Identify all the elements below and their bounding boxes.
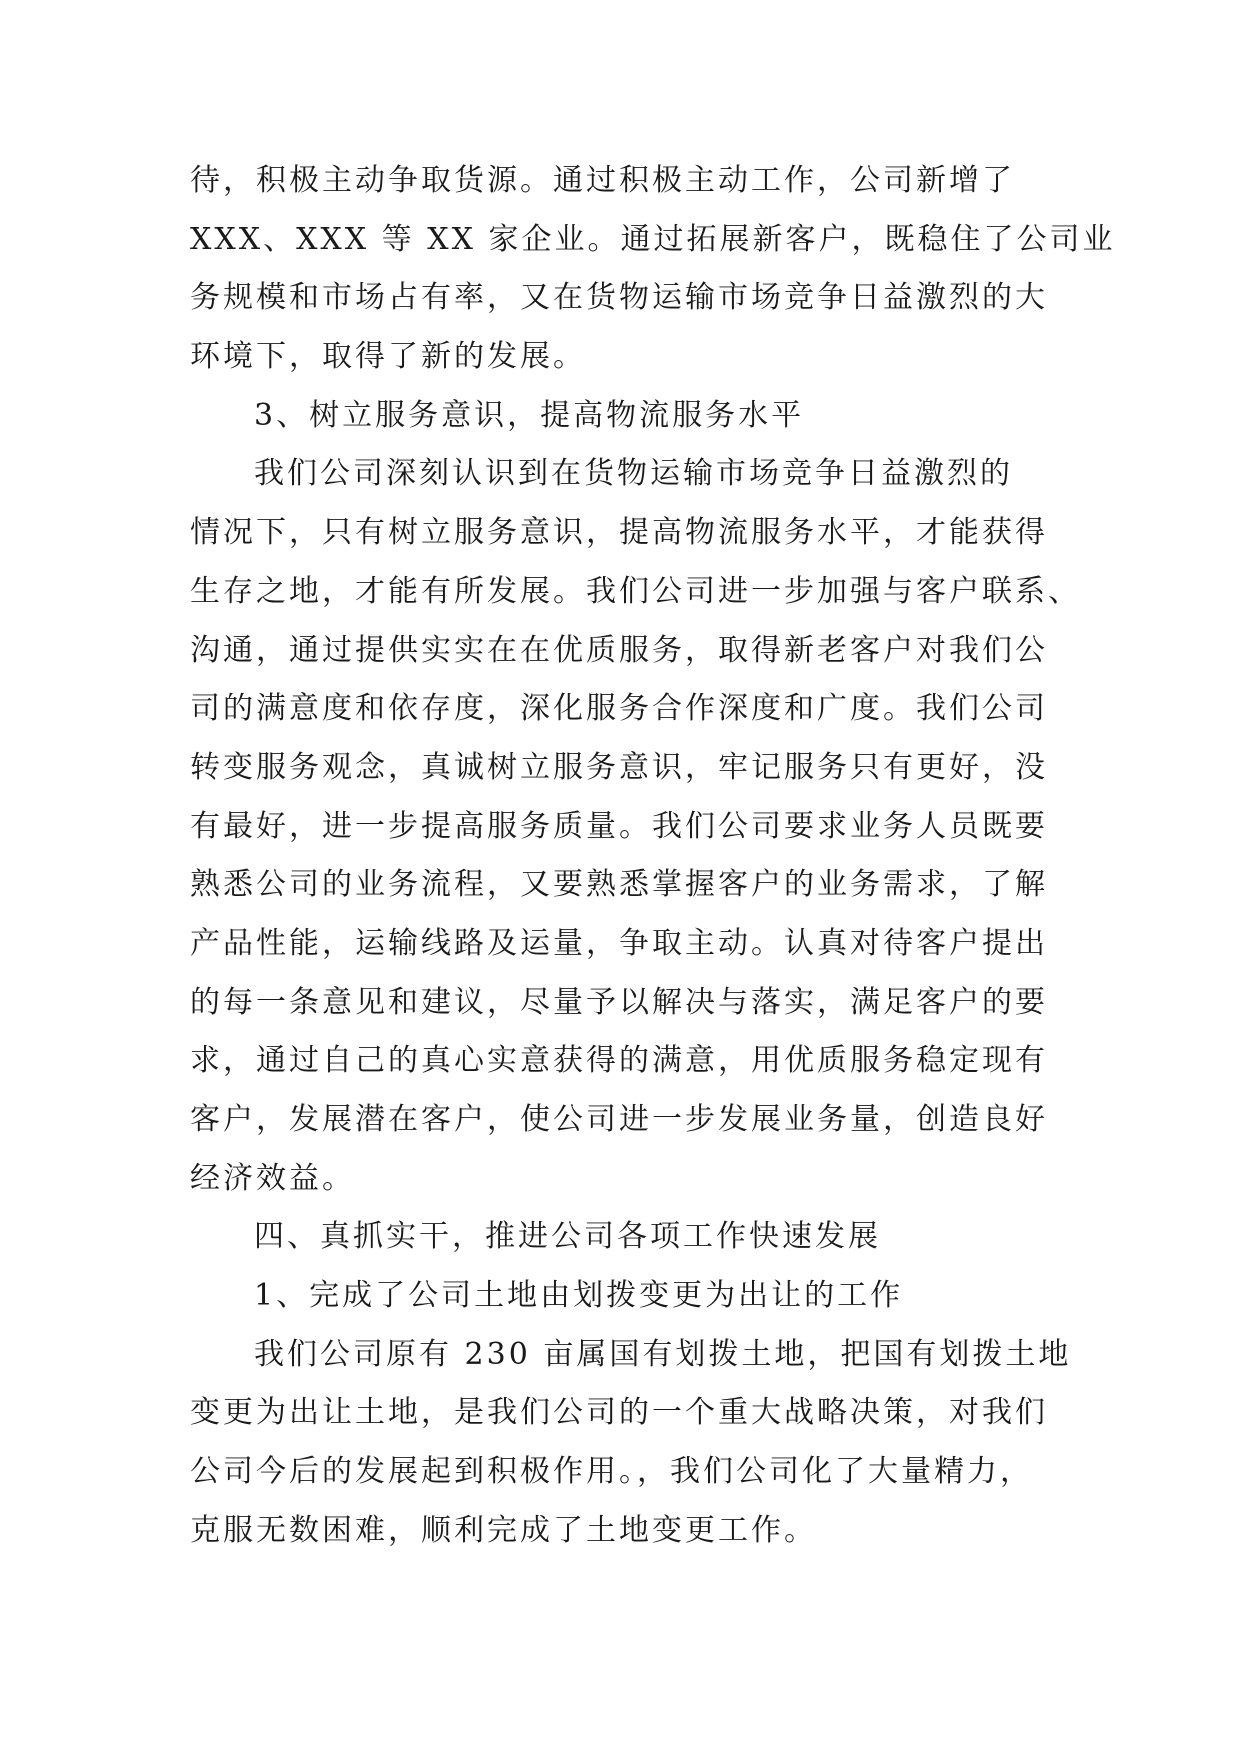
text-line: 情况下，只有树立服务意识，提高物流服务水平，才能获得 — [190, 515, 1048, 551]
text-line: 公司今后的发展起到积极作用。，我们公司化了大量精力， — [190, 1454, 1033, 1490]
text-line: 务规模和市场占有率，又在货物运输市场竞争日益激烈的大 — [190, 280, 1048, 316]
subsection-heading: 1、完成了公司土地由划拨变更为出让的工作 — [254, 1278, 904, 1314]
text-line: 变更为出让土地，是我们公司的一个重大战略决策，对我们 — [190, 1395, 1048, 1431]
text-line: XXX、XXX 等 XX 家企业。通过拓展新客户，既稳住了公司业 — [190, 221, 1116, 257]
document-body — [190, 152, 1116, 1561]
text-line: 克服无数困难，顺利完成了土地变更工作。 — [190, 1512, 817, 1548]
text-line: 待，积极主动争取货源。通过积极主动工作，公司新增了 — [190, 163, 1015, 198]
text-line: 产品性能，运输线路及运量，争取主动。认真对待客户提出 — [190, 925, 1048, 961]
section-heading: 3、树立服务意识，提高物流服务水平 — [254, 397, 805, 433]
text-line: 客户，发展潜在客户，使公司进一步发展业务量，创造良好 — [190, 1102, 1048, 1137]
text-line: 的每一条意见和建议，尽量予以解决与落实，满足客户的要 — [190, 984, 1048, 1020]
text-line: 沟通，通过提供实实在在优质服务，取得新老客户对我们公 — [190, 632, 1048, 668]
section-heading: 四、真抓实干，推进公司各项工作快速发展 — [254, 1219, 881, 1255]
text-line: 熟悉公司的业务流程，又要熟悉掌握客户的业务需求，了解 — [190, 867, 1048, 903]
text-line: 求，通过自己的真心实意获得的满意，用优质服务稳定现有 — [190, 1043, 1048, 1079]
text-line: 环境下，取得了新的发展。 — [190, 339, 586, 375]
text-line: 司的满意度和依存度，深化服务合作深度和广度。我们公司 — [190, 691, 1048, 727]
text-line: 生存之地，才能有所发展。我们公司进一步加强与客户联系、 — [190, 573, 1081, 609]
text-line: 我们公司原有 230 亩属国有划拨土地，把国有划拨土地 — [254, 1336, 1072, 1372]
text-line: 转变服务观念，真诚树立服务意识，牢记服务只有更好，没 — [190, 749, 1048, 785]
text-line: 有最好，进一步提高服务质量。我们公司要求业务人员既要 — [190, 808, 1048, 844]
text-line: 我们公司深刻认识到在货物运输市场竞争日益激烈的 — [254, 456, 1013, 492]
text-line: 经济效益。 — [190, 1160, 355, 1196]
